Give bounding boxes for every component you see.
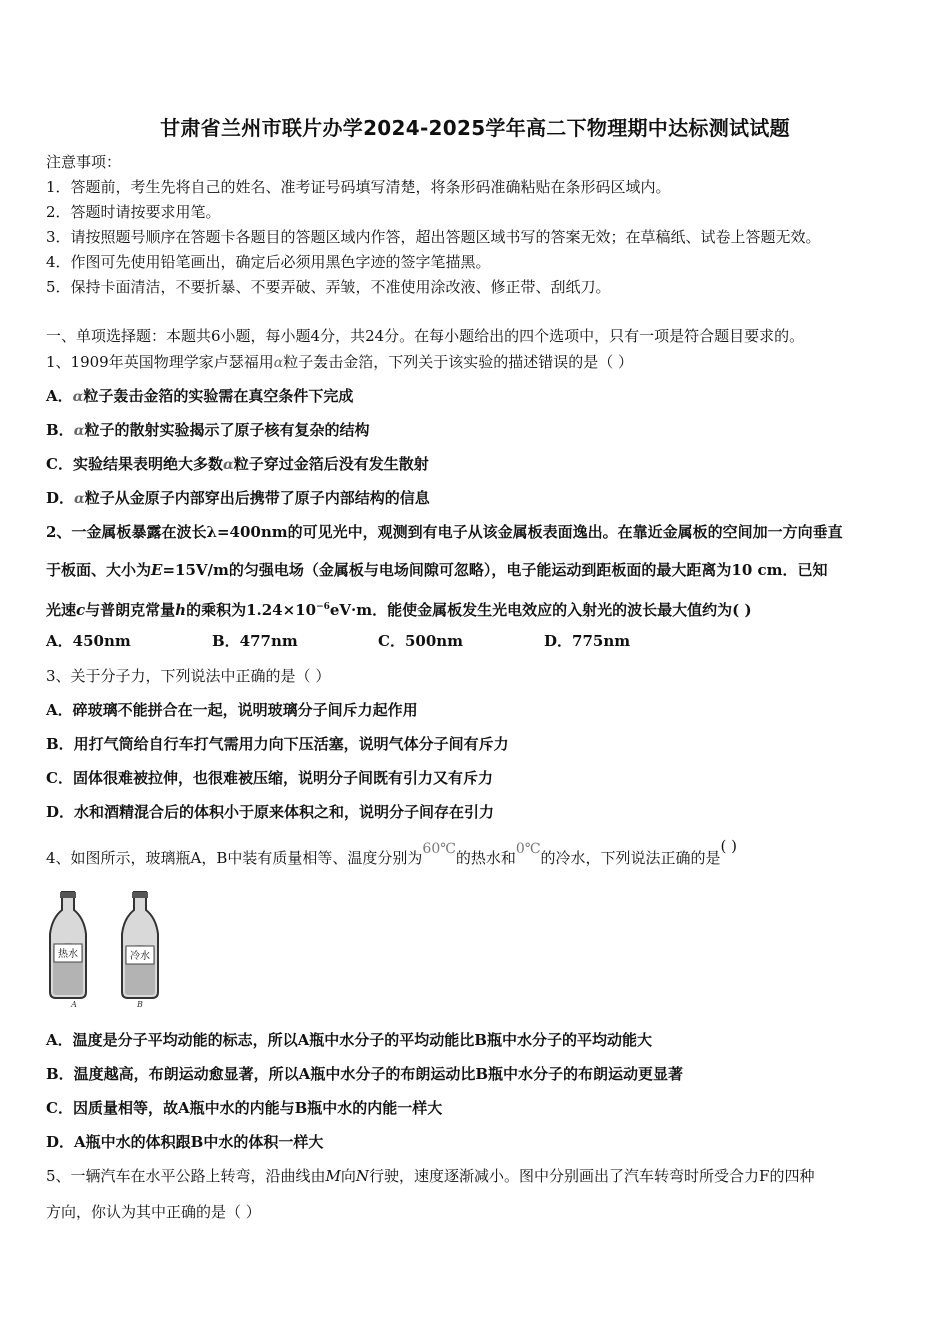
notice-heading: 注意事项： — [46, 153, 122, 171]
stem-text: 4、如图所示，玻璃瓶A，B中装有质量相等、温度分别为 — [46, 849, 423, 867]
answer-paren: ( ) — [720, 837, 737, 855]
bottle-a-label: 热水 — [58, 949, 78, 960]
option-label: C．实验结果表明绝大多数 — [46, 455, 223, 473]
stem-text: 粒子轰击金箔，下列关于该实验的描述错误的是（ ） — [283, 353, 633, 371]
bottle-b-label: 冷水 — [130, 951, 150, 962]
option-text: 粒子穿过金箔后没有发生散射 — [233, 455, 429, 473]
question-2-option-a: A．450nm — [46, 632, 131, 650]
question-4-option-a: A．温度是分子平均动能的标志，所以A瓶中水分子的平均动能比B瓶中水分子的平均动能大 — [46, 1031, 652, 1049]
option-text: 粒子轰击金箔的实验需在真空条件下完成 — [83, 387, 354, 405]
stem-text: eV·m．能使金属板发生光电效应的入射光的波长最大值约为( ) — [329, 601, 752, 619]
temp-hot: 60℃ — [422, 841, 456, 857]
stem-text: 与普朗克常量 — [85, 601, 176, 619]
question-1-option-b — [46, 420, 369, 441]
stem-text: 光速 — [46, 601, 77, 619]
question-3-stem: 3、关于分子力，下列说法中正确的是（ ） — [46, 667, 331, 685]
symbol-m: M — [325, 1167, 341, 1185]
stem-text: 1、1909年英国物理学家卢瑟福用 — [46, 353, 274, 371]
symbol-c: c — [76, 601, 86, 619]
symbol-h: h — [175, 601, 187, 619]
question-1-option-c — [46, 454, 429, 475]
bottle-b — [122, 892, 158, 998]
option-label: D． — [46, 489, 75, 507]
alpha-symbol: α — [72, 389, 84, 405]
notice-item: 2．答题时请按要求用笔。 — [46, 203, 221, 221]
stem-text: 的热水和 — [455, 849, 516, 867]
question-1-stem — [46, 352, 633, 373]
question-1-option-d — [46, 488, 430, 509]
question-2-line-3 — [46, 597, 752, 620]
stem-text: 行驶，速度逐渐减小。图中分别画出了汽车转弯时所受合力F的四种 — [369, 1167, 815, 1185]
stem-text: 于板面、大小为 — [46, 561, 152, 579]
bottle-a-caption: A — [71, 1000, 77, 1008]
notice-item: 5．保持卡面清洁，不要折暴、不要弄破、弄皱，不准使用涂改液、修正带、刮纸刀。 — [46, 278, 611, 296]
question-3-option-c: C．固体很难被拉伸，也很难被压缩，说明分子间既有引力又有斥力 — [46, 769, 493, 787]
question-2-line-1: 2、一金属板暴露在波长λ=400nm的可见光中，观测到有电子从该金属板表面逸出。在靠近金属板的空间加一方向垂直 — [46, 523, 843, 541]
alpha-symbol: α — [74, 491, 85, 507]
alpha-symbol: α — [273, 355, 284, 371]
bottle-b-caption: B — [137, 1000, 143, 1008]
question-4-option-b: B．温度越高，布朗运动愈显著，所以A瓶中水分子的布朗运动比B瓶中水分子的布朗运动更显著 — [46, 1065, 683, 1083]
bottle-figure — [44, 888, 174, 1008]
stem-text: 5、一辆汽车在水平公路上转弯，沿曲线由 — [46, 1167, 326, 1185]
option-text: 粒子从金原子内部穿出后携带了原子内部结构的信息 — [84, 489, 430, 507]
symbol-e: E — [151, 561, 163, 579]
stem-text: =15V/m的匀强电场（金属板与电场间隙可忽略），电子能运动到距板面的最大距离为10 cm．已知 — [162, 561, 828, 579]
section-heading: 一、单项选择题：本题共6小题，每小题4分，共24分。在每小题给出的四个选项中，只有一项是符合题目要求的。 — [46, 327, 805, 345]
question-1-option-a — [46, 386, 353, 407]
exponent: −6 — [316, 602, 330, 612]
question-3-option-b: B．用打气筒给自行车打气需用力向下压活塞，说明气体分子间有斥力 — [46, 735, 509, 753]
notice-item: 4．作图可先使用铅笔画出，确定后必须用黑色字迹的签字笔描黑。 — [46, 253, 491, 271]
notice-item: 3．请按照题号顺序在答题卡各题目的答题区域内作答，超出答题区域书写的答案无效；在草稿纸、试卷上答题无效。 — [46, 228, 821, 246]
question-2-option-b: B．477nm — [212, 632, 298, 650]
alpha-symbol: α — [222, 457, 234, 473]
option-label: A． — [46, 387, 73, 405]
option-label: B． — [46, 421, 74, 439]
symbol-n: N — [355, 1167, 370, 1185]
stem-text: 的乘积为1.24×10 — [186, 601, 317, 619]
question-4-stem — [46, 837, 737, 869]
question-5-line-1 — [46, 1166, 814, 1186]
question-5-line-2: 方向，你认为其中正确的是（ ） — [46, 1203, 261, 1221]
question-3-option-a: A．碎玻璃不能拼合在一起，说明玻璃分子间斥力起作用 — [46, 701, 418, 719]
question-2-option-d: D．775nm — [544, 632, 631, 650]
notice-item: 1．答题前，考生先将自己的姓名、准考证号码填写清楚，将条形码准确粘贴在条形码区域内。 — [46, 178, 671, 196]
temp-cold: 0℃ — [515, 841, 541, 857]
page-title: 甘肃省兰州市联片办学2024-2025学年高二下物理期中达标测试试题 — [160, 116, 790, 140]
question-4-option-d: D．A瓶中水的体积跟B中水的体积一样大 — [46, 1133, 324, 1151]
question-2-option-c: C．500nm — [378, 632, 464, 650]
stem-text: 向 — [340, 1167, 356, 1185]
question-4-option-c: C．因质量相等，故A瓶中水的内能与B瓶中水的内能一样大 — [46, 1099, 443, 1117]
stem-text: 的冷水，下列说法正确的是 — [540, 849, 721, 867]
question-2-options — [46, 630, 906, 652]
question-3-option-d: D．水和酒精混合后的体积小于原来体积之和，说明分子间存在引力 — [46, 803, 495, 821]
question-2-line-2 — [46, 560, 828, 580]
alpha-symbol: α — [73, 423, 85, 439]
bottle-a — [50, 892, 86, 998]
option-text: 粒子的散射实验揭示了原子核有复杂的结构 — [84, 421, 370, 439]
